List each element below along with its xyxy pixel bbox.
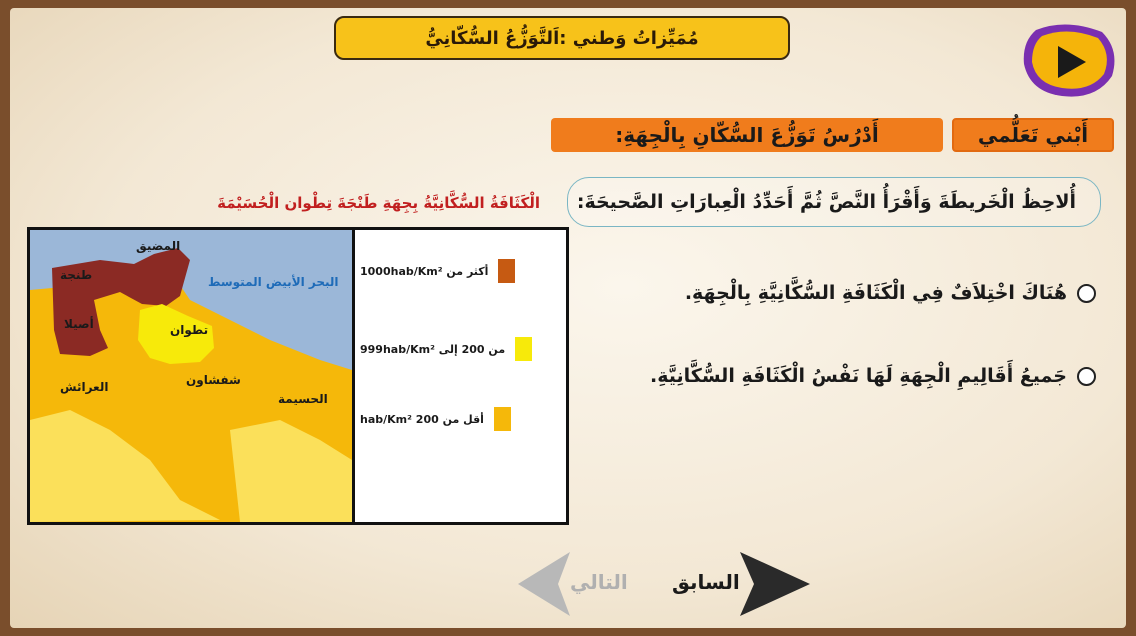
- prev-button-label[interactable]: السابق: [672, 570, 740, 594]
- option-1-label: هُنَاكَ اخْتِلاَفٌ فِي الْكَثَافَةِ السُّكَّانِيَّةِ بِالْجِهَةِ.: [684, 282, 1067, 304]
- density-map: [27, 227, 569, 525]
- label-tanger: طنجة: [60, 268, 93, 282]
- legend-swatch-medium: [515, 337, 532, 361]
- label-asilah: أصيلا: [64, 317, 94, 331]
- legend-low: [360, 407, 560, 431]
- legend-medium: [360, 337, 560, 361]
- label-hoceima: الحسيمة: [278, 392, 328, 406]
- legend-label-medium: من 200 إلى 999hab/Km²: [360, 342, 506, 356]
- label-mdiq: المضيق: [136, 239, 181, 253]
- map-divider: [352, 230, 355, 522]
- option-1[interactable]: [685, 282, 1096, 304]
- option-2-label: جَميعُ أَقَالِيمِ الْجِهَةِ لَهَا نَفْسُ الْكَثَافَةِ السُّكَّانِيَّةِ.: [650, 365, 1067, 387]
- legend-swatch-low: [494, 407, 511, 431]
- legend-swatch-dense: [498, 259, 515, 283]
- legend-dense: [360, 259, 560, 283]
- prev-arrow-icon[interactable]: [740, 552, 810, 616]
- map-title: الْكَثَافَةُ السُّكَّانِيَّةُ بِجِهَةِ طَنْجَةَ تِطْوان الْحُسَيْمَةَ: [217, 194, 540, 212]
- play-logo-icon[interactable]: [1016, 20, 1120, 102]
- label-chefchaouen: شفشاون: [186, 373, 241, 387]
- label-sea: البحر الأبيض المتوسط: [208, 275, 339, 289]
- option-2[interactable]: [650, 365, 1096, 387]
- radio-option-2[interactable]: [1077, 367, 1096, 386]
- label-tetouan: تطوان: [170, 323, 209, 337]
- next-button-label[interactable]: التالي: [570, 570, 628, 594]
- instruction-box: أُلاحِظُ الْخَريطَةَ وَأَقْرَأُ النَّصَّ ثُمَّ أَحَدِّدُ الْعِبارَاتِ الصَّحيحَةَ:: [567, 177, 1101, 227]
- legend-label-dense: أكثر من 1000hab/Km²: [360, 264, 489, 278]
- build-learning-tag: أَبْني تَعَلُّمي: [952, 118, 1114, 152]
- label-larache: العرائش: [60, 380, 109, 394]
- page-title: مُمَيِّزاتُ وَطني :اَلتَّوَزُّعُ السُّكّانِيُّ: [334, 16, 790, 60]
- legend-label-low: أقل من 200 hab/Km²: [360, 412, 484, 426]
- study-instruction-tag: أَدْرُسُ تَوَزُّعَ السُّكّانِ بِالْجِهَةِ:: [551, 118, 943, 152]
- radio-option-1[interactable]: [1077, 284, 1096, 303]
- next-arrow-icon[interactable]: [518, 552, 570, 616]
